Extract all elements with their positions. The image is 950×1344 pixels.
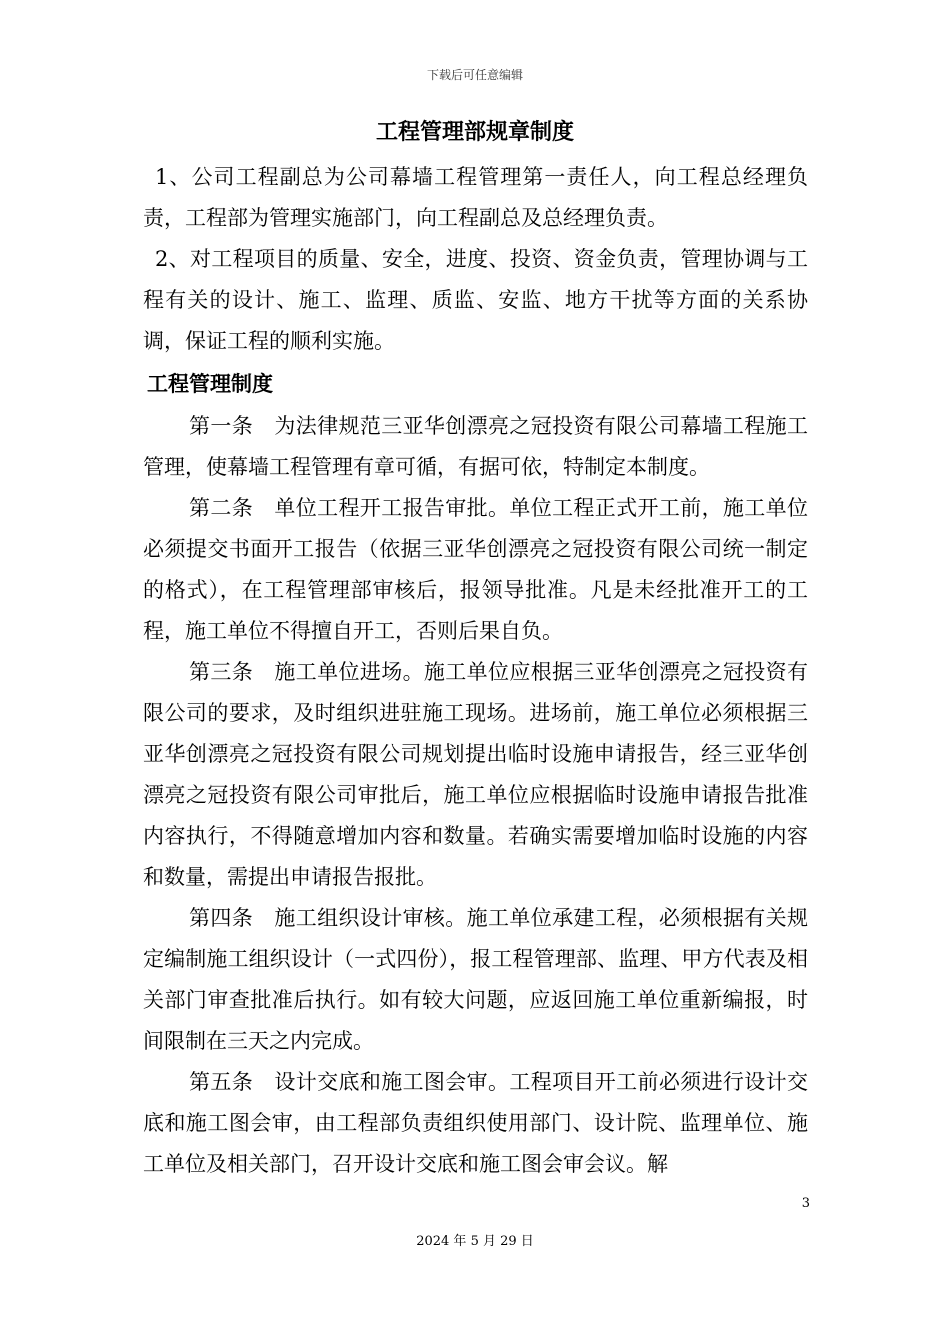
clause-5: 第五条 设计交底和施工图会审。工程项目开工前必须进行设计交底和施工图会审，由工程部负责组织使用部门、设计院、监理单位、施工单位及相关部门，召开设计交底和施工图会审会议。解 bbox=[143, 1070, 808, 1176]
document-title: 工程管理部规章制度 bbox=[375, 119, 574, 145]
header-note: 下载后可任意编辑 bbox=[426, 68, 523, 82]
intro-paragraph-1: 1、公司工程副总为公司幕墙工程管理第一责任人，向工程总经理负责，工程部为管理实施部门，向工程副总及总经理负责。 bbox=[143, 165, 808, 230]
document-body bbox=[143, 157, 808, 1185]
clause-2: 第二条 单位工程开工报告审批。单位工程正式开工前，施工单位必须提交书面开工报告（依据三亚华创漂亮之冠投资有限公司统一制定的格式），在工程管理部审核后，报领导批准。凡是未经批准开工的工程，施工单位不得擅自开工，否则后果自负。 bbox=[143, 496, 808, 643]
intro-paragraph-2: 2、对工程项目的质量、安全，进度、投资、资金负责，管理协调与工程有关的设计、施工、监理、质监、安监、地方干扰等方面的关系协调，保证工程的顺利实施。 bbox=[143, 247, 808, 353]
page-number: 3 bbox=[801, 1196, 810, 1211]
clause-4: 第四条 施工组织设计审核。施工单位承建工程，必须根据有关规定编制施工组织设计（一式四份），报工程管理部、监理、甲方代表及相关部门审查批准后执行。如有较大问题，应返回施工单位重新编报，时间限制在三天之内完成。 bbox=[143, 906, 808, 1053]
section-heading: 工程管理制度 bbox=[147, 371, 273, 396]
clause-3: 第三条 施工单位进场。施工单位应根据三亚华创漂亮之冠投资有限公司的要求，及时组织进驻施工现场。进场前，施工单位必须根据三亚华创漂亮之冠投资有限公司规划提出临时设施申请报告，经三亚华创漂亮之冠投资有限公司审批后，施工单位应根据临时设施申请报告批准内容执行，不得随意增加内容和数量。若确实需要增加临时设施的内容和数量，需提出申请报告报批。 bbox=[143, 660, 808, 889]
footer-date: 2024 年 5 月 29 日 bbox=[416, 1234, 534, 1249]
clause-1: 第一条 为法律规范三亚华创漂亮之冠投资有限公司幕墙工程施工管理，使幕墙工程管理有章可循，有据可依，特制定本制度。 bbox=[143, 414, 808, 479]
